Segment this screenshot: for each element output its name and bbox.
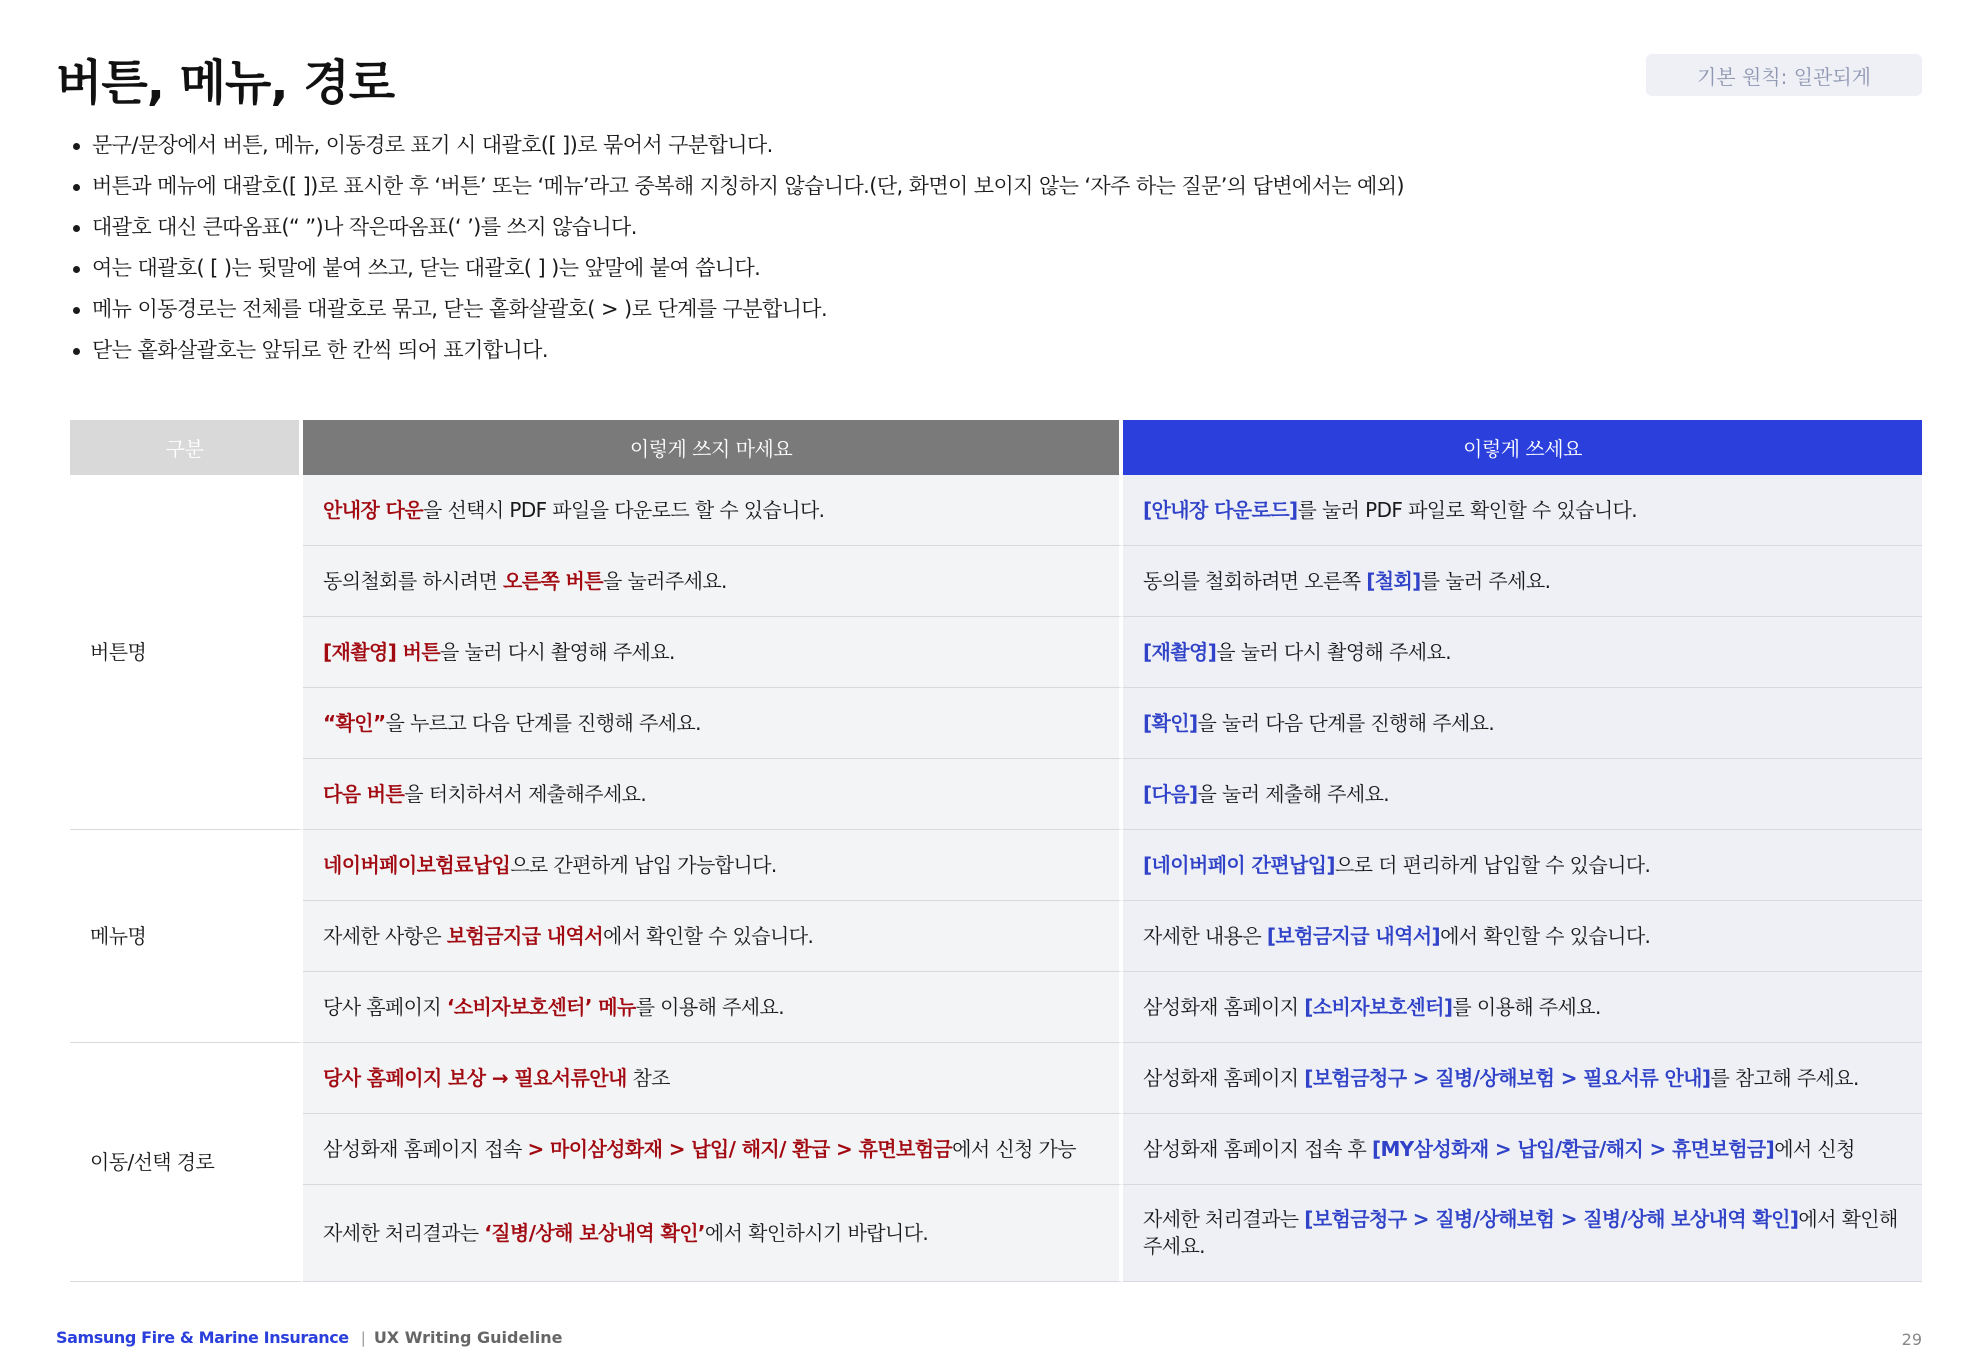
header-category: 구분 <box>70 420 303 475</box>
bad-example <box>303 830 1123 901</box>
bad-example <box>303 1114 1123 1185</box>
incorrect-highlight: 오른쪽 버튼 <box>503 568 603 593</box>
rule-item: 여는 대괄호( [ )는 뒷말에 붙여 쓰고, 닫는 대괄호( ] )는 앞말에 붙여 씁니다. <box>70 248 1404 289</box>
example-text: 자세한 내용은 <box>1143 923 1267 948</box>
bad-example <box>303 475 1123 546</box>
bad-example <box>303 901 1123 972</box>
example-text: 을 눌러 제출해 주세요. <box>1197 781 1390 806</box>
bad-example <box>303 972 1123 1043</box>
incorrect-highlight: 다음 버튼 <box>323 781 405 806</box>
bad-example <box>303 1185 1123 1282</box>
example-text: 에서 확인하시기 바랍니다. <box>704 1220 929 1245</box>
correct-highlight: [철회] <box>1366 568 1421 593</box>
category-button-name: 버튼명 <box>70 475 303 830</box>
good-example <box>1123 617 1922 688</box>
category-menu-name: 메뉴명 <box>70 830 303 1043</box>
example-text: 을 눌러주세요. <box>602 568 727 593</box>
example-text: 자세한 처리결과는 <box>323 1220 485 1245</box>
table-row <box>70 901 1922 972</box>
header-do: 이렇게 쓰세요 <box>1123 420 1922 475</box>
bad-example <box>303 688 1123 759</box>
good-example <box>1123 1185 1922 1282</box>
correct-highlight: [보험금지급 내역서] <box>1266 923 1441 948</box>
incorrect-highlight: ‘소비자보호센터’ 메뉴 <box>446 994 636 1019</box>
bad-example <box>303 1043 1123 1114</box>
example-text: 을 눌러 다시 촬영해 주세요. <box>440 639 675 664</box>
footer-separator: | <box>360 1328 366 1347</box>
example-text: 를 눌러 주세요. <box>1420 568 1551 593</box>
table-row <box>70 830 1922 901</box>
header-dont: 이렇게 쓰지 마세요 <box>303 420 1123 475</box>
table-row <box>70 1185 1922 1282</box>
rule-item: 대괄호 대신 큰따옴표(“ ”)나 작은따옴표(‘ ’)를 쓰지 않습니다. <box>70 207 1404 248</box>
example-text: 를 참고해 주세요. <box>1710 1065 1859 1090</box>
incorrect-highlight: > 마이삼성화재 > 납입/ 해지/ 환급 > 휴면보험금 <box>527 1136 953 1161</box>
guideline-name: UX Writing Guideline <box>373 1328 563 1347</box>
bad-example <box>303 759 1123 830</box>
good-example <box>1123 1043 1922 1114</box>
good-example <box>1123 546 1922 617</box>
example-text: 삼성화재 홈페이지 접속 <box>323 1136 528 1161</box>
table-row <box>70 759 1922 830</box>
example-text: 자세한 사항은 <box>323 923 447 948</box>
comparison-table <box>70 420 1922 1282</box>
table-row <box>70 688 1922 759</box>
example-text: 을 누르고 다음 단계를 진행해 주세요. <box>385 710 701 735</box>
table-header-row <box>70 420 1922 475</box>
example-text: 에서 확인할 수 있습니다. <box>602 923 814 948</box>
incorrect-highlight: 보험금지급 내역서 <box>446 923 603 948</box>
example-text: 동의철회를 하시려면 <box>323 568 503 593</box>
good-example <box>1123 688 1922 759</box>
example-text: 을 터치하셔서 제출해주세요. <box>404 781 647 806</box>
good-example <box>1123 759 1922 830</box>
example-text: 을 선택시 PDF 파일을 다운로드 할 수 있습니다. <box>422 497 825 522</box>
example-text: 삼성화재 홈페이지 <box>1143 994 1305 1019</box>
bad-example <box>303 617 1123 688</box>
incorrect-highlight: 네이버페이보험료납입 <box>323 852 511 877</box>
table-row <box>70 546 1922 617</box>
rule-item: 버튼과 메뉴에 대괄호([ ])로 표시한 후 ‘버튼’ 또는 ‘메뉴’라고 중복해 지칭하지 않습니다.(단, 화면이 보이지 않는 ‘자주 하는 질문’의 답변에서는 예외) <box>70 166 1404 207</box>
correct-highlight: [확인] <box>1143 710 1198 735</box>
table-row <box>70 1114 1922 1185</box>
rule-item: 문구/문장에서 버튼, 메뉴, 이동경로 표기 시 대괄호([ ])로 묶어서 구분합니다. <box>70 125 1404 166</box>
good-example <box>1123 1114 1922 1185</box>
rules-list <box>70 125 1404 371</box>
incorrect-highlight: 당사 홈페이지 보상 → 필요서류안내 <box>323 1065 627 1090</box>
correct-highlight: [네이버페이 간편납입] <box>1143 852 1335 877</box>
page-number: 29 <box>1901 1330 1922 1349</box>
example-text: 동의를 철회하려면 오른쪽 <box>1143 568 1367 593</box>
example-text: 에서 확인할 수 있습니다. <box>1440 923 1651 948</box>
example-text: 으로 간편하게 납입 가능합니다. <box>510 852 777 877</box>
example-text: 당사 홈페이지 <box>323 994 447 1019</box>
correct-highlight: [재촬영] <box>1143 639 1217 664</box>
correct-highlight: [안내장 다운로드] <box>1143 497 1298 522</box>
bad-example <box>303 546 1123 617</box>
category-path: 이동/선택 경로 <box>70 1043 303 1282</box>
table-row <box>70 475 1922 546</box>
correct-highlight: [다음] <box>1143 781 1198 806</box>
incorrect-highlight: 안내장 다운 <box>323 497 423 522</box>
example-text: 에서 확인해 주세요. <box>1143 1207 1898 1258</box>
example-text: 자세한 처리결과는 <box>1143 1207 1305 1231</box>
incorrect-highlight: “확인” <box>323 710 386 735</box>
example-text: 삼성화재 홈페이지 <box>1143 1065 1305 1090</box>
example-text: 으로 더 편리하게 납입할 수 있습니다. <box>1334 852 1651 877</box>
good-example <box>1123 475 1922 546</box>
example-text: 삼성화재 홈페이지 접속 후 <box>1143 1136 1372 1161</box>
good-example <box>1123 901 1922 972</box>
example-text: 을 눌러 다음 단계를 진행해 주세요. <box>1197 710 1495 735</box>
correct-highlight: [보험금청구 > 질병/상해보험 > 질병/상해 보상내역 확인] <box>1304 1207 1799 1231</box>
good-example <box>1123 830 1922 901</box>
example-text: 참조 <box>626 1065 670 1090</box>
principle-tag: 기본 원칙: 일관되게 <box>1646 54 1922 96</box>
correct-highlight: [보험금청구 > 질병/상해보험 > 필요서류 안내] <box>1304 1065 1711 1090</box>
incorrect-highlight: [재촬영] 버튼 <box>323 639 441 664</box>
page-title: 버튼, 메뉴, 경로 <box>56 55 395 111</box>
incorrect-highlight: ‘질병/상해 보상내역 확인’ <box>484 1220 705 1245</box>
rule-item: 메뉴 이동경로는 전체를 대괄호로 묶고, 닫는 홑화살괄호( > )로 단계를 구분합니다. <box>70 289 1404 330</box>
footer <box>56 1328 563 1347</box>
correct-highlight: [소비자보호센터] <box>1304 994 1453 1019</box>
example-text: 에서 신청 가능 <box>952 1136 1076 1161</box>
table-row <box>70 1043 1922 1114</box>
brand-logo-text: Samsung Fire & Marine Insurance <box>56 1328 349 1347</box>
rule-item: 닫는 홑화살괄호는 앞뒤로 한 칸씩 띄어 표기합니다. <box>70 330 1404 371</box>
example-text: 를 이용해 주세요. <box>1452 994 1601 1019</box>
example-text: 에서 신청 <box>1774 1136 1855 1161</box>
example-text: 을 눌러 다시 촬영해 주세요. <box>1216 639 1451 664</box>
table-row <box>70 617 1922 688</box>
correct-highlight: [MY삼성화재 > 납입/환급/해지 > 휴면보험금] <box>1371 1136 1775 1161</box>
example-text: 를 이용해 주세요. <box>635 994 784 1019</box>
example-text: 를 눌러 PDF 파일로 확인할 수 있습니다. <box>1297 497 1638 522</box>
table-row <box>70 972 1922 1043</box>
good-example <box>1123 972 1922 1043</box>
